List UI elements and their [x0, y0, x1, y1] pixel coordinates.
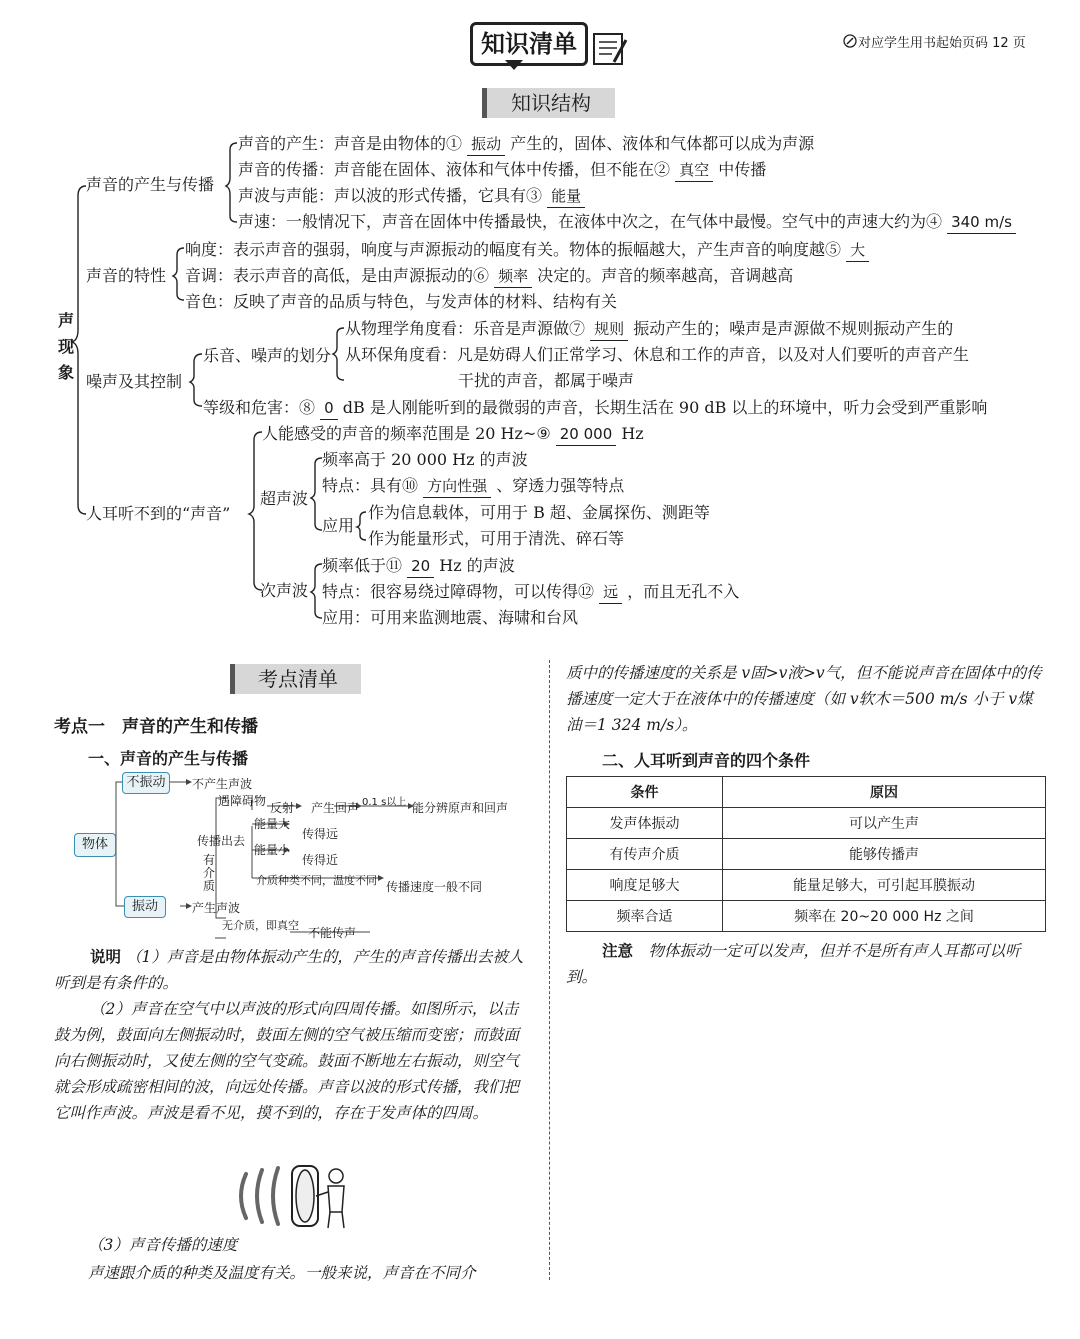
table-cell: 能够传播声	[723, 839, 1046, 870]
table-cell: 有传声介质	[567, 839, 723, 870]
answer-blank: 340 m/s	[947, 211, 1016, 234]
diagram-text: 传得近	[302, 853, 339, 867]
diagram-vibration-node: 振动	[124, 896, 166, 918]
subsection-title-2: 二、人耳听到声音的四个条件	[602, 751, 811, 770]
branch-sound-production: 声音的产生与传播	[86, 175, 215, 194]
structure-row: 作为能量形式，可用于清洗、碎石等	[368, 529, 625, 548]
table-header-row	[567, 777, 1046, 808]
structure-row: 特点：很容易绕过障碍物，可以传得⑫ 远 ，而且无孔不入	[322, 581, 739, 604]
diagram-text: 产生声波	[192, 901, 241, 915]
diagram-text: 遇障碍物	[218, 794, 267, 808]
column-divider	[549, 660, 550, 1280]
structure-row: 特点：具有⑩ 方向性强 、穿透力强等特点	[322, 475, 624, 498]
table-cell: 发声体振动	[567, 808, 723, 839]
structure-row: 从物理学角度看：乐音是声源做⑦ 规则 振动产生的；噪声是声源做不规则振动产生的	[345, 318, 953, 341]
page-reference: 对应学生用书起始页码 12 页	[858, 36, 1026, 51]
kaodian-title: 考点一 声音的产生和传播	[54, 717, 258, 737]
answer-blank: 大	[846, 239, 869, 262]
diagram-text: 能分辨原声和回声	[412, 801, 509, 815]
structure-row: 声速：一般情况下，声音在固体中传播最快，在液体中次之，在气体中最慢。空气中的声速大约为④ 340 m/s	[238, 211, 1016, 234]
table-header: 原因	[723, 777, 1046, 808]
answer-blank: 振动	[467, 133, 505, 156]
answer-blank: 20 000	[556, 423, 617, 446]
table-cell: 响度足够大	[567, 870, 723, 901]
noise-division-label: 乐音、噪声的划分	[203, 346, 332, 365]
table-row	[567, 808, 1046, 839]
diagram-text: 能量大	[254, 817, 291, 831]
speed-relation-text: 质中的传播速度的关系是 v固>v液>v气，但不能说声音在固体中的传播速度一定大于在液体中的传播速度（如 v软木＝500 m/s 小于 v煤油＝1 324 m/s）。	[566, 664, 1042, 734]
note-3-text: 声速跟介质的种类及温度有关。一般来说，声音在不同介	[88, 1264, 476, 1282]
subsection-title: 一、声音的产生与传播	[88, 749, 249, 768]
table-row	[567, 870, 1046, 901]
branch-noise-control: 噪声及其控制	[86, 372, 183, 391]
ultrasound-label: 超声波	[260, 489, 309, 508]
answer-blank: 频率	[494, 265, 532, 288]
drum-illustration	[232, 1160, 356, 1232]
table-cell: 频率合适	[567, 901, 723, 932]
structure-row: 音调：表示声音的高低，是由声源振动的⑥ 频率 决定的。声音的频率越高，音调越高	[185, 265, 793, 288]
note-paragraph-2: （2）声音在空气中以声波的形式向四周传播。如图所示，以击鼓为例，鼓面向左侧振动时，鼓面左侧的空气被压缩而变密；而鼓面向右侧振动时，又使左侧的空气变疏。鼓面不断地左右振动，则空气就会形成疏密相间的波，向远处传播。声音以波的形式传播，我们把它叫作声波。声波是看不见，摸不到的，存在于发声体的四周。	[54, 1000, 520, 1122]
infrasound-label: 次声波	[260, 581, 309, 600]
answer-blank: 真空	[675, 159, 713, 182]
structure-row: 声波与声能：声以波的形式传播，它具有③ 能量	[238, 185, 585, 208]
structure-row: 等级和危害：⑧ 0 dB 是人刚能听到的最微弱的声音，长期生活在 90 dB 以上的环境中，听力会受到严重影响	[203, 397, 987, 420]
diagram-text: 能量小	[254, 843, 291, 857]
diagram-text: 传得远	[302, 827, 339, 841]
structure-row: 人能感受的声音的频率范围是 20 Hz~⑨ 20 000 Hz	[262, 423, 644, 446]
structure-row: 从环保角度看：凡是妨碍人们正常学习、休息和工作的声音，以及对人们要听的声音产生	[345, 345, 970, 364]
attention-note: 注意 物体振动一定可以发声，但并不是所有声人耳都可以听到。	[566, 942, 1021, 986]
structure-row: 干扰的声音，都属于噪声	[458, 371, 635, 390]
diagram-text: 不能传声	[308, 926, 357, 940]
answer-blank: 远	[599, 581, 622, 604]
diagram-object-node: 物体	[74, 833, 116, 857]
diagram-text: 介质种类不同，温度不同	[256, 874, 377, 887]
structure-row: 响度：表示声音的强弱，响度与声源振动的幅度有关。物体的振幅越大，产生声音的响度越⑤ 大	[185, 239, 869, 262]
diagram-no-vibration-node: 不振动	[122, 772, 170, 794]
diagram-text: 无介质，即真空	[222, 919, 299, 932]
structure-row: 频率低于⑪ 20 Hz 的声波	[322, 555, 515, 578]
structure-row: 频率高于 20 000 Hz 的声波	[322, 450, 528, 469]
application-label: 应用	[322, 516, 355, 535]
section-title: 知识清单	[470, 22, 588, 66]
structure-row: 应用：可用来监测地震、海啸和台风	[322, 608, 579, 627]
diagram-text: 0.1 s以上	[362, 797, 407, 808]
note-paragraph-1: 说明 （1）声音是由物体振动产生的，产生的声音传播出去被人听到是有条件的。	[54, 948, 524, 992]
diagram-text: 传播出去	[197, 834, 246, 848]
structure-row: 音色：反映了声音的品质与特色，与发声体的材料、结构有关	[185, 292, 618, 311]
diagram-text: 有介质	[203, 853, 216, 893]
diagram-text: 反射	[270, 801, 295, 815]
answer-blank: 方向性强	[423, 475, 491, 498]
table-row	[567, 839, 1046, 870]
table-cell: 频率在 20~20 000 Hz 之间	[723, 901, 1046, 932]
structure-row: 声音的产生：声音是由物体的① 振动 产生的，固体、液体和气体都可以成为声源	[238, 133, 814, 156]
table-cell: 能量足够大，可引起耳膜振动	[723, 870, 1046, 901]
table-row	[567, 901, 1046, 932]
answer-blank: 0	[320, 397, 338, 420]
hearing-conditions-table	[566, 776, 1046, 932]
note-3-title: （3）声音传播的速度	[88, 1236, 238, 1254]
kaodian-band: 考点清单	[230, 664, 361, 694]
structure-band: 知识结构	[482, 88, 615, 118]
table-header: 条件	[567, 777, 723, 808]
branch-inaudible-sound: 人耳听不到的“声音”	[86, 504, 231, 523]
table-cell: 可以产生声	[723, 808, 1046, 839]
diagram-text: 传播速度一般不同	[386, 880, 483, 894]
diagram-text: 产生回声	[311, 801, 360, 815]
answer-blank: 规则	[590, 318, 628, 341]
diagram-text: 不产生声波	[192, 777, 253, 791]
structure-row: 作为信息载体，可用于 B 超、金属探伤、测距等	[368, 503, 710, 522]
branch-sound-characteristics: 声音的特性	[86, 266, 167, 285]
root-topic: 声 现 象	[57, 311, 74, 382]
structure-row: 声音的传播：声音能在固体、液体和气体中传播，但不能在② 真空 中传播	[238, 159, 766, 182]
answer-blank: 能量	[547, 185, 585, 208]
answer-blank: 20	[407, 555, 434, 578]
